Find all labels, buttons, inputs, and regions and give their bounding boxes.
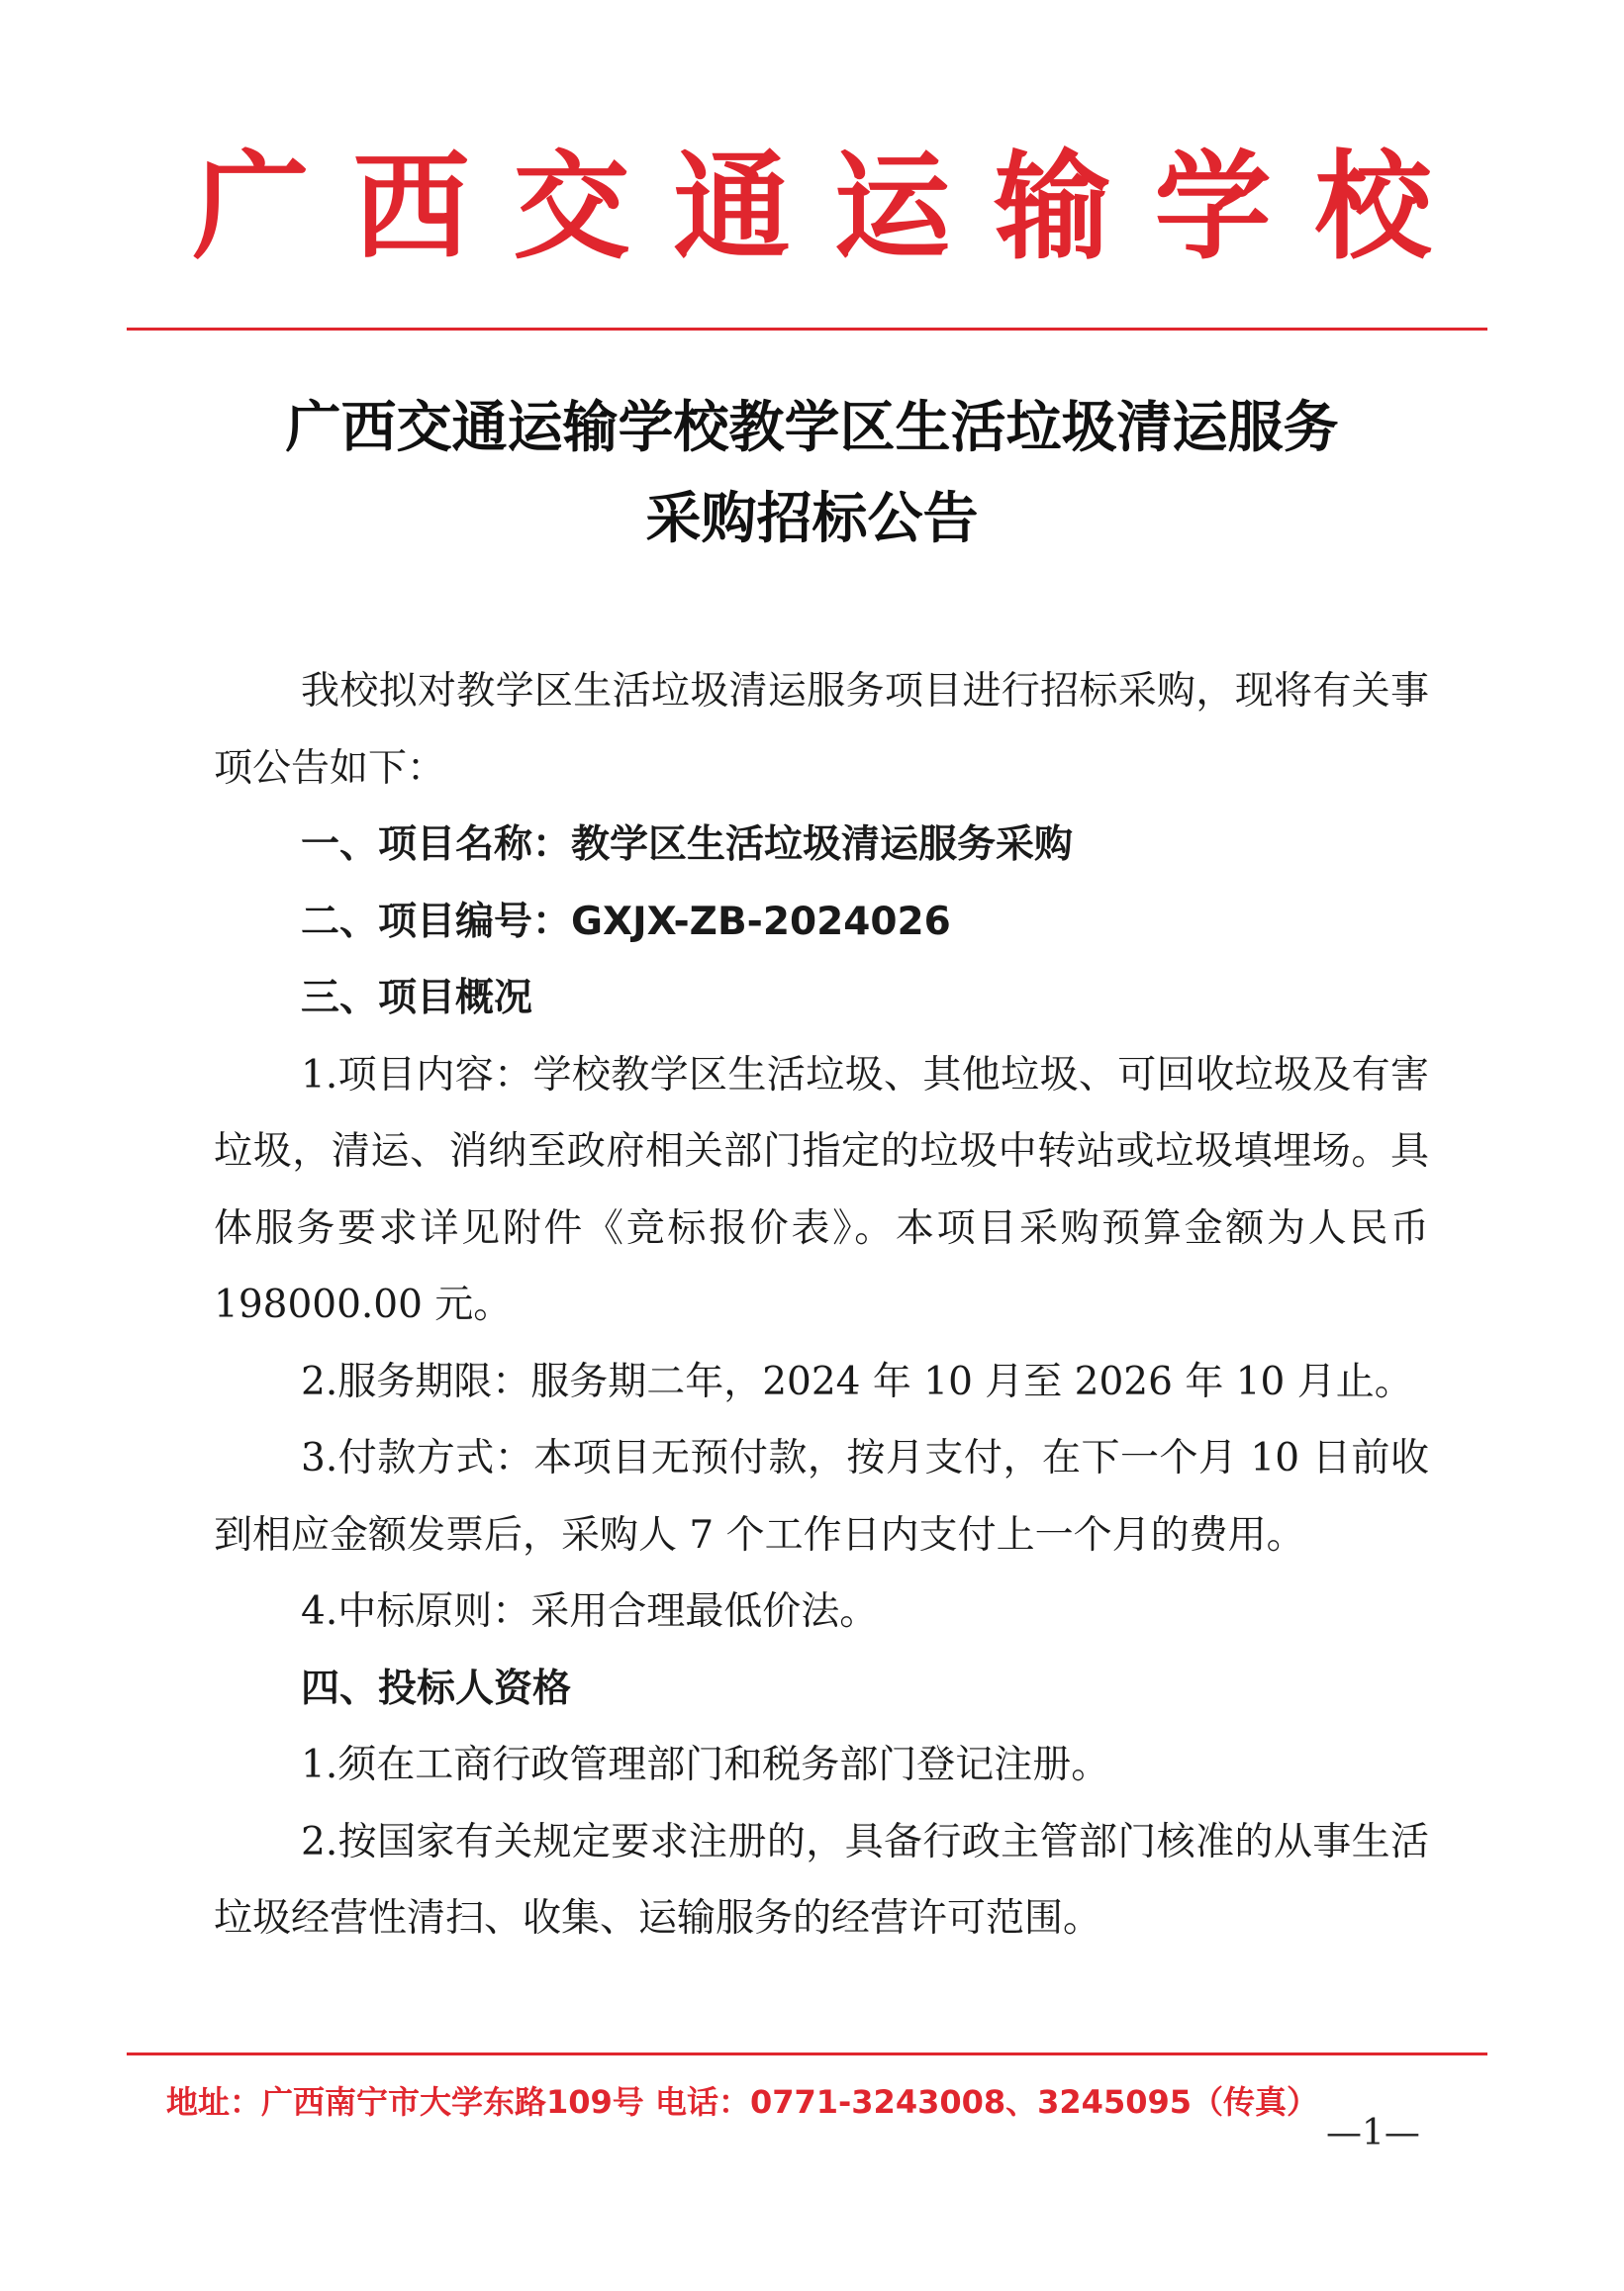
page-number: —1— [1326,2113,1420,2153]
overview-item-award-principle: 4.中标原则：采用合理最低价法。 [301,1589,879,1634]
intro-paragraph: 我校拟对教学区生活垃圾清运服务项目进行招标采购，现将有关事项公告如下： [214,669,1429,791]
letterhead-school-name: 广西交通运输学校 [192,138,1476,275]
document-body [214,653,1429,1957]
letterhead-divider [127,328,1487,331]
overview-item-content: 1.项目内容：学校教学区生活垃圾、其他垃圾、可回收垃圾及有害垃圾，清运、消纳至政府相关部门指定的垃圾中转站或垃圾填埋场。具体服务要求详见附件《竞标报价表》。本项目采购预算金额为人民币 198000.00 元。 [214,1052,1429,1327]
qualification-item-license: 2.按国家有关规定要求注册的，具备行政主管部门核准的从事生活垃圾经营性清扫、收集、运输服务的经营许可范围。 [214,1819,1429,1941]
overview-item-payment: 3.付款方式：本项目无预付款，按月支付，在下一个月 10 日前收到相应金额发票后，采购人 7 个工作日内支付上一个月的费用。 [214,1436,1429,1558]
qualification-heading: 四、投标人资格 [301,1666,572,1711]
footer-address: 地址：广西南宁市大学东路109号 电话：0771-3243008、3245095（传真） [166,2083,1319,2121]
document-title-line1: 广西交通运输学校教学区生活垃圾清运服务 [285,396,1339,460]
project-name-line: 一、项目名称：教学区生活垃圾清运服务采购 [301,822,1074,867]
qualification-item-registration: 1.须在工商行政管理部门和税务部门登记注册。 [301,1743,1110,1787]
overview-heading: 三、项目概况 [301,976,533,1020]
overview-item-term: 2.服务期限：服务期二年，2024 年 10 月至 2026 年 10 月止。 [301,1359,1413,1404]
document-title-line2: 采购招标公告 [645,487,979,551]
footer-divider [127,2052,1487,2055]
project-number-line: 二、项目编号：GXJX-ZB-2024026 [301,899,951,944]
